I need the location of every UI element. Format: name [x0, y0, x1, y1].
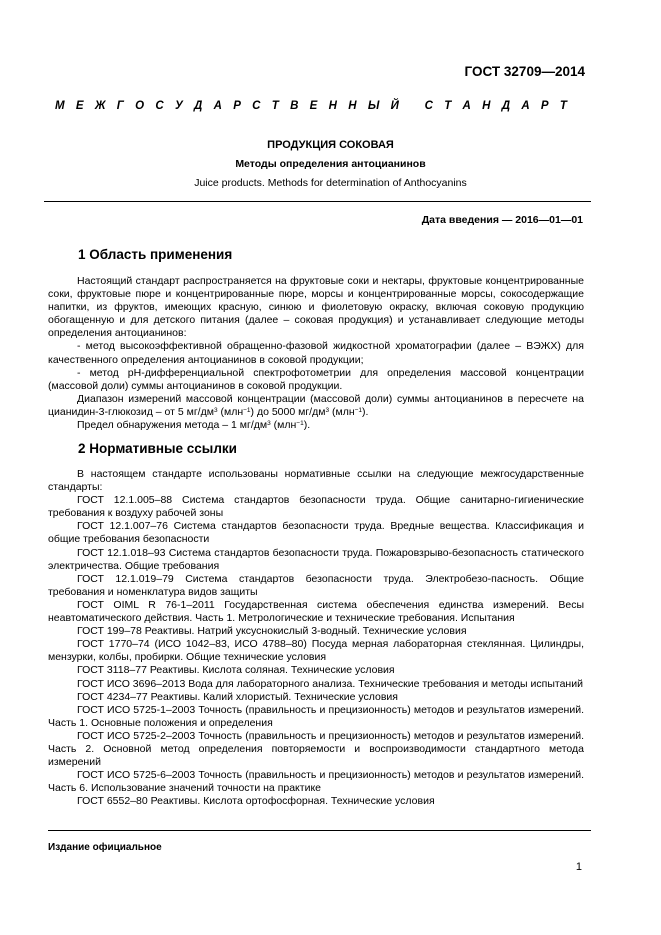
standard-type-letter: А	[521, 100, 530, 112]
normative-reference-paragraph: ГОСТ 1770–74 (ИСО 1042–83, ИСО 4788–80) Посуда мерная лабораторная стеклянная. Цилиндры, мензурки, колбы, пробирки. Общие технические условия	[48, 638, 584, 664]
document-title: ПРОДУКЦИЯ СОКОВАЯ	[267, 139, 394, 151]
normative-reference-paragraph: ГОСТ 12.1.005–88 Система стандартов безопасности труда. Общие санитарно-гигиенические требования к воздуху рабочей зоны	[48, 494, 584, 520]
standard-type-letter	[410, 100, 413, 112]
standard-type-letter: Е	[75, 100, 84, 112]
section-1-body	[48, 275, 584, 432]
standard-type-letter: Р	[233, 100, 241, 112]
standard-type-letter: Г	[116, 100, 124, 112]
standard-type-letter: В	[290, 100, 299, 112]
standard-type-letter: М	[55, 100, 65, 112]
standard-type-letter: Т	[444, 100, 452, 112]
section-1-paragraph: - метод высокоэффективной обращенно-фазовой жидкостной хроматографии (далее – ВЭЖХ) для качественного определения антоцианинов в соковой продукции;	[48, 340, 584, 366]
standard-type-letter: Е	[309, 100, 318, 112]
standard-type-letter: С	[155, 100, 164, 112]
standard-type-letter: Й	[390, 100, 399, 112]
normative-reference-paragraph: ГОСТ ИСО 5725-6–2003 Точность (правильность и прецизионность) методов и результатов измерений. Часть 6. Использование значений точности на практике	[48, 769, 584, 795]
normative-reference-paragraph: В настоящем стандарте использованы нормативные ссылки на следующие межгосударственные стандарты:	[48, 468, 584, 494]
detection-limit-paragraph: Предел обнаружения метода – 1 $мг/дм^3$ (млн$^{-1}$).	[77, 419, 311, 432]
normative-reference-paragraph: ГОСТ ИСО 5725-1–2003 Точность (правильность и прецизионность) методов и результатов измерений. Часть 1. Основные положения и определения	[48, 703, 584, 729]
normative-reference-paragraph: ГОСТ 199–78 Реактивы. Натрий уксуснокислый 3-водный. Технические условия	[77, 625, 467, 638]
normative-reference-paragraph: ГОСТ 6552–80 Реактивы. Кислота ортофосфорная. Технические условия	[77, 795, 435, 808]
standard-type-letter: А	[213, 100, 222, 112]
section-1-paragraph: Настоящий стандарт распространяется на фруктовые соки и нектары, фруктовые концентрированные соки, фруктовые пюре и концентрированные пюре, морсы и концентрированные морсы, сокосодержащие напитки, из фруктов, имеющих красную, синюю и фиолетовую окраску, включая соковую продукцию обогащенную и для детского питания (далее – соковая продукция) и устанавливает следующие методы определения антоцианинов:	[48, 275, 584, 340]
standard-type-letter: С	[252, 100, 261, 112]
standard-type-letter: Ж	[94, 100, 106, 112]
normative-reference-paragraph: ГОСТ 12.1.018–93 Система стандартов безопасности труда. Пожаровзрыво-безопасность статического электричества. Общие требования	[48, 546, 584, 572]
title-divider	[44, 201, 591, 202]
standard-type-letter: Д	[194, 100, 203, 112]
standard-type-letter: С	[424, 100, 433, 112]
normative-reference-paragraph: ГОСТ OIML R 76-1–2011 Государственная система обеспечения единства измерений. Весы неавтоматического действия. Часть 1. Метрологические и технические требования. Испытания	[48, 598, 584, 625]
standard-type-heading	[55, 100, 567, 112]
standard-type-letter: Р	[540, 100, 549, 112]
document-title-english: Juice products. Methods for determination of Anthocyanins	[194, 177, 467, 189]
section-2-heading: 2 Нормативные ссылки	[78, 441, 237, 456]
section-1-paragraph: - метод pH-дифференциальной спектрофотометрии для определения массовой концентрации (массовой доли) суммы антоцианинов в соковой продукции.	[48, 366, 584, 392]
section-1-heading: 1 Область применения	[78, 247, 233, 262]
edition-label: Издание официальное	[48, 842, 162, 853]
footer-divider	[48, 830, 591, 831]
normative-reference-paragraph: ГОСТ 3118–77 Реактивы. Кислота соляная. Технические условия	[77, 664, 395, 677]
standard-type-letter: А	[462, 100, 471, 112]
standard-type-letter: Н	[482, 100, 491, 112]
section-2-body	[48, 468, 584, 808]
document-number: ГОСТ 32709—2014	[464, 64, 585, 79]
standard-type-letter: Ы	[367, 100, 380, 112]
standard-type-letter: Н	[328, 100, 337, 112]
measurement-range-paragraph: Диапазон измерений массовой концентрации (массовой доли) суммы антоцианинов в пересчете на цианидин-3-глюкозид – от 5 $мг/дм^3$ (млн$^{-1}$) до 5000 $мг/дм^3$ (млн$^{-1}$).	[48, 392, 584, 418]
normative-reference-paragraph: ГОСТ ИСО 5725-2–2003 Точность (правильность и прецизионность) методов и результатов измерений. Часть 2. Основной метод определения повторяемости и воспроизводимости стандартного метода измерений	[48, 729, 584, 769]
normative-reference-paragraph: ГОСТ ИСО 3696–2013 Вода для лабораторного анализа. Технические требования и методы испытаний	[77, 677, 583, 690]
document-subtitle: Методы определения антоцианинов	[235, 158, 426, 170]
standard-type-letter: У	[174, 100, 183, 112]
normative-reference-paragraph: ГОСТ 12.1.007–76 Система стандартов безопасности труда. Вредные вещества. Классификация и общие требования безопасности	[48, 520, 584, 546]
standard-type-letter: Н	[348, 100, 357, 112]
page-number: 1	[575, 861, 582, 873]
normative-reference-paragraph: ГОСТ 4234–77 Реактивы. Калий хлористый. Технические условия	[77, 690, 398, 703]
normative-reference-paragraph: ГОСТ 12.1.019–79 Система стандартов безопасности труда. Электробезо-пасность. Общие требования и номенклатура видов защиты	[48, 572, 584, 598]
standard-type-letter: О	[135, 100, 145, 112]
standard-type-letter: Т	[271, 100, 279, 112]
standard-type-letter: Д	[501, 100, 511, 112]
introduction-date: Дата введения — 2016—01—01	[421, 214, 583, 226]
standard-type-letter: Т	[559, 100, 567, 112]
